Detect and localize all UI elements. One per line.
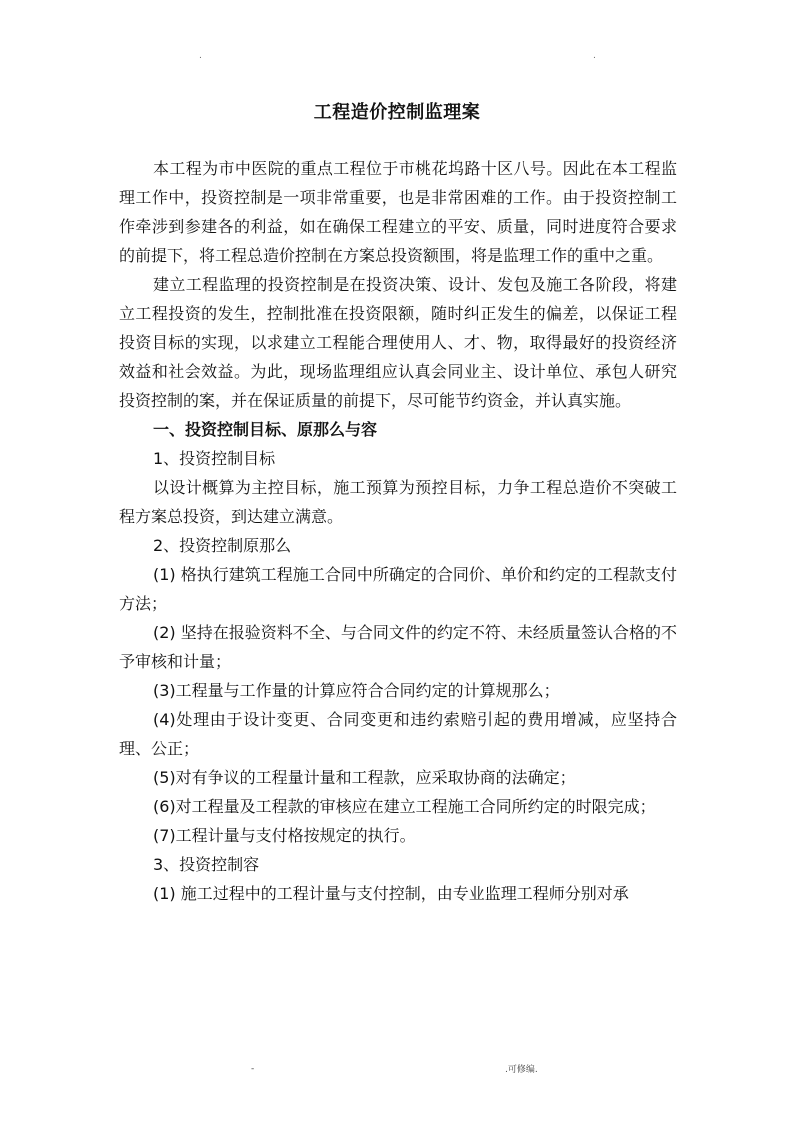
principle-item-5: (5)对有争议的工程量计量和工程款，应采取协商的法确定；	[153, 768, 576, 787]
document-title: 工程造价控制监理案	[313, 102, 481, 123]
principle-item-1: (1) 格执行建筑工程施工合同中所确定的合同价、单价和约定的工程款支付方法；	[119, 565, 677, 613]
header-dot-left: .	[199, 51, 202, 61]
principle-item-6: (6)对工程量及工程款的审核应在建立工程施工合同所约定的时限完成；	[153, 797, 656, 816]
document-body	[119, 154, 677, 908]
subsection-heading-3: 3、投资控制容	[153, 855, 260, 874]
intro-paragraph-1: 本工程为市中医院的重点工程位于市桃花坞路十区八号。因此在本工程监理工作中，投资控制是一项非常重要，也是非常困难的工作。由于投资控制工作牵涉到参建各的利益，如在确保工程建立的平安、质量，同时进度符合要求的前提下，将工程总造价控制在方案总投资额围，将是监理工作的重中之重。	[119, 159, 677, 265]
paragraph-target: 以设计概算为主控目标，施工预算为预控目标，力争工程总造价不突破工程方案总投资，到达建立满意。	[119, 478, 677, 526]
subsection-heading-2: 2、投资控制原那么	[153, 536, 292, 555]
section-heading-1: 一、投资控制目标、原那么与容	[153, 420, 378, 439]
principle-item-4: (4)处理由于设计变更、合同变更和违约索赔引起的费用增减，应坚持合理、公正；	[119, 710, 677, 758]
subsection-heading-1: 1、投资控制目标	[153, 449, 276, 468]
header-dot-right: .	[593, 51, 596, 61]
content-item-1: (1) 施工过程中的工程计量与支付控制，由专业监理工程师分别对承	[153, 884, 629, 903]
principle-item-3: (3)工程量与工作量的计算应符合合同约定的计算规那么；	[153, 681, 560, 700]
footer-editable-mark: .可修编.	[505, 1065, 538, 1075]
principle-item-2: (2) 坚持在报验资料不全、与合同文件的约定不符、未经质量签认合格的不予审核和计量；	[119, 623, 677, 671]
intro-paragraph-2: 建立工程监理的投资控制是在投资决策、设计、发包及施工各阶段，将建立工程投资的发生，控制批准在投资限额，随时纠正发生的偏差，以保证工程投资目标的实现，以求建立工程能合理使用人、才、物，取得最好的投资经济效益和社会效益。为此，现场监理组应认真会同业主、设计单位、承包人研究投资控制的案，并在保证质量的前提下，尽可能节约资金，并认真实施。	[119, 275, 677, 410]
principle-item-7: (7)工程计量与支付格按规定的执行。	[153, 826, 416, 845]
footer-dash: -	[251, 1064, 255, 1074]
